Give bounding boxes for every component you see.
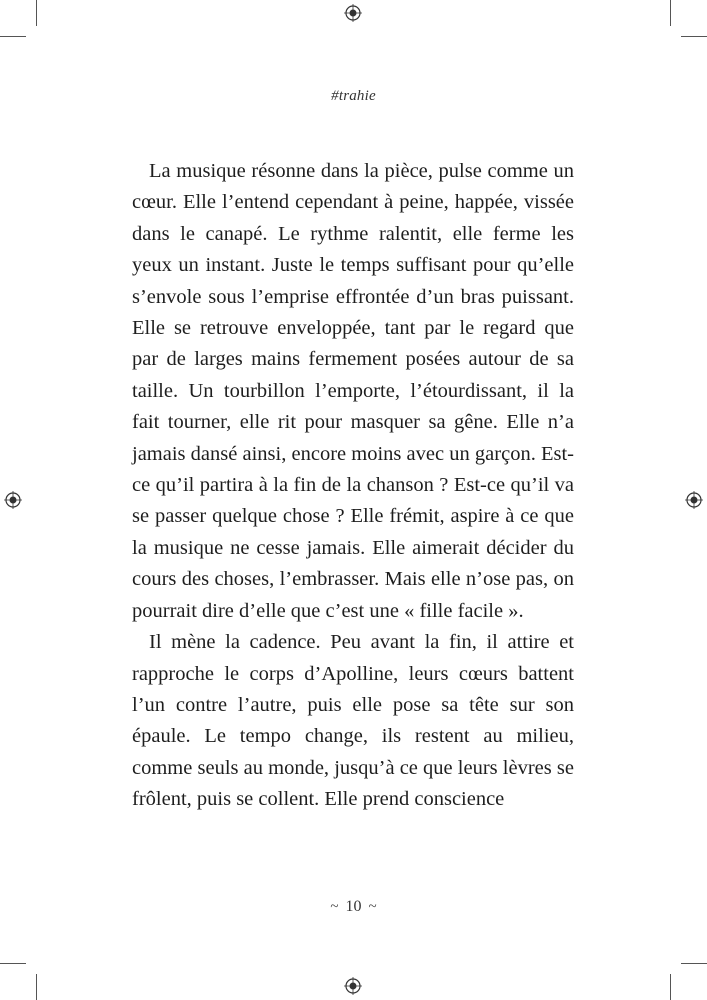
folio-right-ornament: ~ [368,899,377,915]
registration-mark-bottom-icon [344,977,362,995]
crop-mark-top-left-h [0,36,26,37]
page-folio [0,898,707,916]
crop-mark-bottom-right [670,974,671,1000]
crop-mark-top-left [36,0,37,26]
crop-mark-top-right-h [681,36,707,37]
crop-mark-bottom-left-h [0,963,26,964]
folio-left-ornament: ~ [330,899,339,915]
crop-mark-top-right [670,0,671,26]
body-text [132,156,574,816]
registration-mark-top-icon [344,4,362,22]
crop-mark-bottom-right-h [681,963,707,964]
crop-mark-bottom-left [36,974,37,1000]
paragraph-1: La musique résonne dans la pièce, pulse comme un cœur. Elle l’entend cependant à peine, happée, vissée dans le canapé. Le rythme ralentit, elle ferme les yeux un instant. Juste le temps suffisant pour qu’elle s’envole sous l’emprise effrontée d’un bras puissant. Elle se retrouve enveloppée, tant par le regard que par de larges mains fermement posées autour de sa taille. Un tourbillon l’emporte, l’étourdissant, il la fait tourner, elle rit pour masquer sa gêne. Elle n’a jamais dansé ainsi, encore moins avec un garçon. Est-ce qu’il partira à la fin de la chanson ? Est-ce qu’il va se passer quelque chose ? Elle frémit, aspire à ce que la musique ne cesse jamais. Elle aimerait décider du cours des choses, l’embrasser. Mais elle n’ose pas, on pourrait dire d’elle que c’est une « fille facile ». [132,160,574,622]
registration-mark-right-icon [685,491,703,509]
paragraph-2: Il mène la cadence. Peu avant la fin, il attire et rapproche le corps d’Apolline, leurs cœurs battent l’un contre l’autre, puis elle pose sa tête sur son épaule. Le tempo change, ils restent au milieu, comme seuls au monde, jusqu’à ce que leurs lèvres se frôlent, puis se collent. Elle prend conscience [132,631,574,811]
registration-mark-left-icon [4,491,22,509]
page-number: 10 [345,898,362,915]
running-head: #trahie [331,88,376,104]
